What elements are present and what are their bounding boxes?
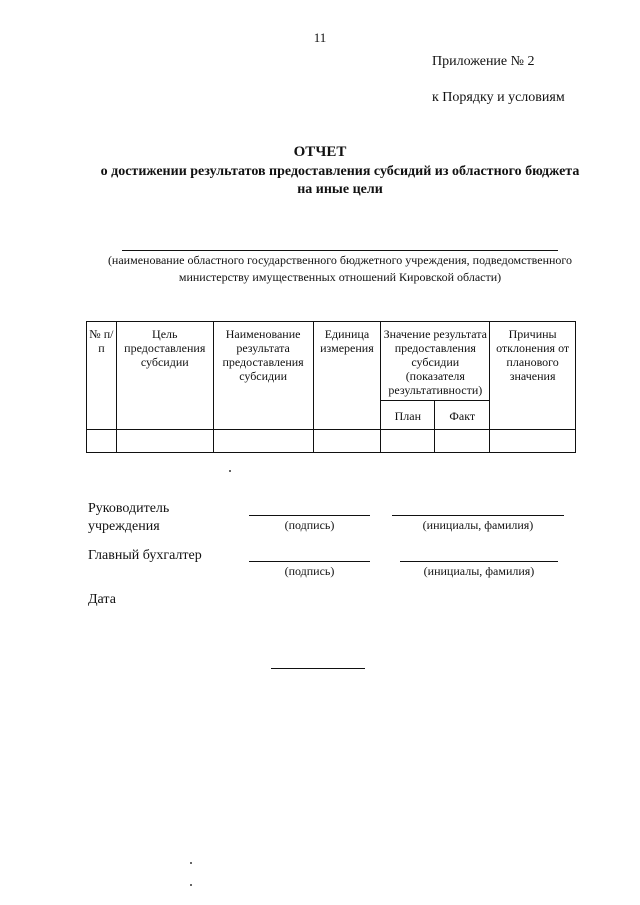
chief-accountant-label: Главный бухгалтер [88, 548, 202, 563]
report-table [86, 321, 576, 453]
table-cell [213, 430, 313, 453]
table-row [87, 430, 576, 453]
header-goal: Цель предоставления субсидии [116, 322, 213, 430]
header-unit: Единица измерения [313, 322, 381, 430]
head-name-line [392, 515, 564, 516]
document-title: ОТЧЕТ [293, 144, 347, 160]
scan-speck [190, 884, 192, 886]
document-subtitle: о достижении результатов предоставления субсидий из областного бюджета на иные цели [100, 164, 580, 197]
subheader-plan: План [381, 401, 435, 430]
accountant-signature-line [249, 561, 370, 562]
appendix-label: Приложение № 2 [432, 54, 535, 69]
head-signature-line [249, 515, 370, 516]
table-cell [116, 430, 213, 453]
appendix-reference: к Порядку и условиям [432, 90, 565, 105]
table-cell [381, 430, 435, 453]
subheader-fact: Факт [435, 401, 490, 430]
table-header-row [87, 322, 576, 401]
head-signature-caption: (подпись) [284, 518, 335, 532]
header-num: № п/п [87, 322, 117, 430]
page-number: 11 [313, 30, 327, 45]
organization-name-line [122, 250, 558, 251]
head-name-caption: (инициалы, фамилия) [422, 518, 534, 532]
header-value: Значение результата предоставления субсидии (показателя результативности) [381, 322, 490, 401]
scan-speck [190, 862, 192, 864]
head-label: Руководитель учреждения [88, 501, 170, 534]
accountant-name-line [400, 561, 558, 562]
accountant-signature-caption: (подпись) [284, 564, 335, 578]
header-reasons: Причины отклонения от планового значения [490, 322, 576, 430]
table-cell [435, 430, 490, 453]
table-cell [313, 430, 381, 453]
table-cell [87, 430, 117, 453]
organization-name-caption: (наименование областного государственного бюджетного учреждения, подведомственного министерству имущественных отношений Кировской области) [107, 253, 573, 284]
accountant-name-caption: (инициалы, фамилия) [423, 564, 535, 578]
header-result: Наименование результата предоставления субсидии [213, 322, 313, 430]
date-label: Дата [88, 592, 116, 607]
table-cell [490, 430, 576, 453]
scan-speck [229, 470, 231, 472]
bottom-divider-line [271, 668, 365, 669]
